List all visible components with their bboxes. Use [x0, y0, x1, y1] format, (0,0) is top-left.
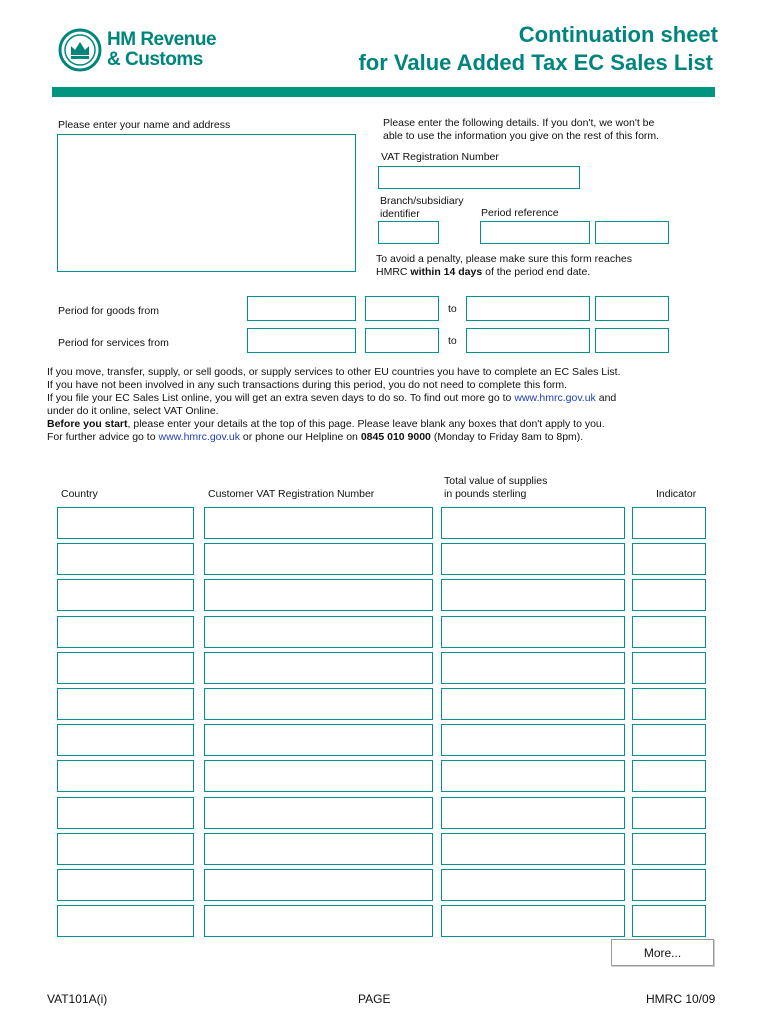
hmrc-link-2[interactable]: www.hmrc.gov.uk	[158, 431, 240, 443]
country-cell[interactable]	[57, 869, 194, 901]
country-cell[interactable]	[57, 543, 194, 575]
vat-number-cell[interactable]	[204, 652, 433, 684]
period-reference-field-1[interactable]	[480, 221, 590, 244]
total-value-cell[interactable]	[441, 869, 625, 901]
country-cell[interactable]	[57, 760, 194, 792]
services-from-field-2[interactable]	[365, 328, 439, 353]
period-reference-field-2[interactable]	[595, 221, 669, 244]
country-cell[interactable]	[57, 688, 194, 720]
goods-to-field-1[interactable]	[466, 296, 590, 321]
branch-label-line2: identifier	[380, 208, 420, 220]
vat-number-cell[interactable]	[204, 869, 433, 901]
logo-text-line1: HM Revenue	[107, 29, 217, 50]
indicator-cell[interactable]	[632, 652, 706, 684]
services-to-field-2[interactable]	[595, 328, 669, 353]
total-value-cell[interactable]	[441, 724, 625, 756]
col-header-total-line1: Total value of supplies	[444, 475, 548, 487]
header-divider	[52, 87, 715, 97]
form-title-line1: Continuation sheet	[518, 22, 718, 47]
hmrc-link-1[interactable]: www.hmrc.gov.uk	[514, 392, 596, 404]
country-cell[interactable]	[57, 724, 194, 756]
total-value-cell[interactable]	[441, 616, 625, 648]
total-value-cell[interactable]	[441, 905, 625, 937]
name-address-field[interactable]	[57, 134, 356, 272]
total-value-cell[interactable]	[441, 579, 625, 611]
country-cell[interactable]	[57, 616, 194, 648]
vat-number-cell[interactable]	[204, 579, 433, 611]
country-cell[interactable]	[57, 797, 194, 829]
total-value-cell[interactable]	[441, 652, 625, 684]
indicator-cell[interactable]	[632, 724, 706, 756]
total-value-cell[interactable]	[441, 797, 625, 829]
indicator-cell[interactable]	[632, 579, 706, 611]
logo-text-line2: & Customs	[107, 49, 203, 70]
vat-number-cell[interactable]	[204, 507, 433, 539]
indicator-cell[interactable]	[632, 507, 706, 539]
total-value-cell[interactable]	[441, 760, 625, 792]
name-address-label: Please enter your name and address	[58, 119, 231, 131]
instruction-line2: able to use the information you give on the rest of this form.	[383, 130, 660, 142]
goods-from-field-2[interactable]	[365, 296, 439, 321]
info-line-1: If you move, transfer, supply, or sell goods, or supply services to other EU countries you have to complete an EC Sales List.	[47, 366, 621, 378]
indicator-cell[interactable]	[632, 833, 706, 865]
instruction-line1: Please enter the following details. If you don't, we won't be	[383, 117, 655, 129]
col-header-total-line2: in pounds sterling	[444, 488, 527, 500]
indicator-cell[interactable]	[632, 905, 706, 937]
vat-number-cell[interactable]	[204, 833, 433, 865]
info-line-4: under do it online, select VAT Online.	[47, 405, 219, 417]
goods-from-field-1[interactable]	[247, 296, 356, 321]
hmrc-logo	[58, 28, 238, 72]
crown-crest-icon	[58, 28, 102, 72]
form-version: HMRC 10/09	[646, 992, 716, 1006]
col-header-indicator: Indicator	[656, 488, 697, 500]
form-code: VAT101A(i)	[47, 992, 108, 1006]
col-header-country: Country	[61, 488, 98, 500]
indicator-cell[interactable]	[632, 616, 706, 648]
penalty-line2: HMRC within 14 days of the period end date.	[376, 266, 591, 278]
vat-number-cell[interactable]	[204, 797, 433, 829]
country-cell[interactable]	[57, 579, 194, 611]
period-reference-label: Period reference	[481, 207, 559, 219]
penalty-line1: To avoid a penalty, please make sure this form reaches	[376, 253, 633, 265]
period-services-label: Period for services from	[58, 337, 169, 349]
branch-label-line1: Branch/subsidiary	[380, 195, 464, 207]
info-line-6: For further advice go to www.hmrc.gov.uk or phone our Helpline on 0845 010 9000 (Monday to Friday 8am to 8pm).	[47, 431, 584, 443]
country-cell[interactable]	[57, 507, 194, 539]
info-line-5: Before you start, please enter your details at the top of this page. Please leave blank any boxes that don't apply to you.	[47, 418, 605, 430]
more-button[interactable]: More...	[611, 939, 714, 966]
goods-to-label: to	[448, 303, 457, 315]
info-paragraph	[47, 366, 737, 444]
form-title-line2: for Value Added Tax EC Sales List	[358, 50, 713, 75]
vat-number-cell[interactable]	[204, 688, 433, 720]
vat-number-cell[interactable]	[204, 616, 433, 648]
vat-number-cell[interactable]	[204, 760, 433, 792]
services-from-field-1[interactable]	[247, 328, 356, 353]
vat-number-cell[interactable]	[204, 724, 433, 756]
col-header-vat-number: Customer VAT Registration Number	[208, 488, 375, 500]
vat-registration-label: VAT Registration Number	[381, 151, 499, 163]
indicator-cell[interactable]	[632, 760, 706, 792]
info-line-2: If you have not been involved in any such transactions during this period, you do not need to complete this form.	[47, 379, 568, 391]
page-label: PAGE	[358, 992, 391, 1006]
total-value-cell[interactable]	[441, 833, 625, 865]
goods-to-field-2[interactable]	[595, 296, 669, 321]
indicator-cell[interactable]	[632, 869, 706, 901]
period-goods-label: Period for goods from	[58, 305, 159, 317]
services-to-label: to	[448, 335, 457, 347]
total-value-cell[interactable]	[441, 543, 625, 575]
info-line-3: If you file your EC Sales List online, you will get an extra seven days to do so. To find out more go to www.hmrc.gov.uk and	[47, 392, 617, 404]
indicator-cell[interactable]	[632, 797, 706, 829]
country-cell[interactable]	[57, 652, 194, 684]
indicator-cell[interactable]	[632, 688, 706, 720]
total-value-cell[interactable]	[441, 507, 625, 539]
country-cell[interactable]	[57, 905, 194, 937]
total-value-cell[interactable]	[441, 688, 625, 720]
services-to-field-1[interactable]	[466, 328, 590, 353]
vat-number-cell[interactable]	[204, 543, 433, 575]
vat-registration-field[interactable]	[378, 166, 580, 189]
country-cell[interactable]	[57, 833, 194, 865]
indicator-cell[interactable]	[632, 543, 706, 575]
vat-number-cell[interactable]	[204, 905, 433, 937]
branch-identifier-field[interactable]	[378, 221, 439, 244]
